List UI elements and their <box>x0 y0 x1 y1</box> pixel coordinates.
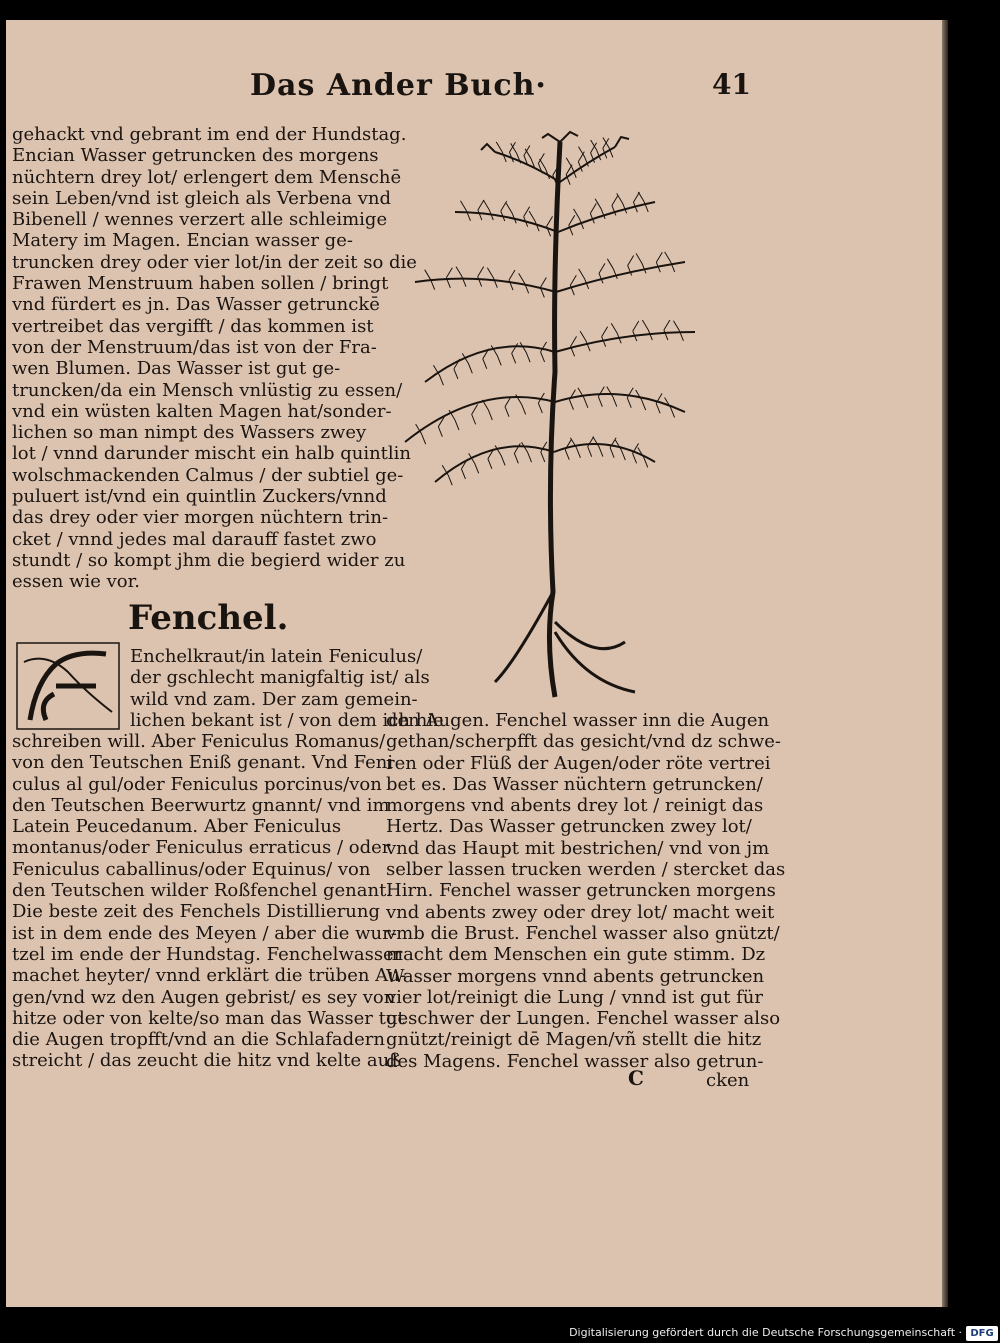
plant-stroke <box>495 152 560 182</box>
dfg-logo: DFG <box>966 1326 998 1341</box>
plant-stroke <box>487 268 497 288</box>
fennel-plant-woodcut <box>395 122 725 702</box>
right-column-text <box>386 710 786 1072</box>
text-line: den Teutschen wilder Roßfenchel genant. <box>12 880 393 902</box>
plant-stroke <box>541 442 547 462</box>
plant-stroke <box>435 446 554 482</box>
text-line: Encian Wasser getruncken des morgens <box>12 145 379 167</box>
text-line: das drey oder vier morgen nüchtern trin- <box>12 507 389 529</box>
text-line: essen wie vor. <box>12 571 140 593</box>
plant-stroke <box>460 201 470 221</box>
plant-stroke <box>542 132 578 142</box>
text-line: Enchelkraut/in latein Feniculus/ <box>130 646 423 667</box>
text-line: gethan/scherpfft das gesicht/vnd dz schwe- <box>386 731 781 753</box>
text-line: den Teutschen Beerwurtz gnannt/ vnd im <box>12 794 390 816</box>
text-line: gehackt vnd gebrant im end der Hundstag. <box>12 124 407 145</box>
plant-stroke <box>565 440 571 460</box>
text-line: gen/vnd wz den Augen gebrist/ es sey von <box>12 986 396 1008</box>
text-line: vmb die Brust. Fenchel wasser also gnützt/ <box>386 922 780 944</box>
text-line: lichen so man nimpt des Wassers zwey <box>12 422 367 444</box>
plant-stroke <box>538 393 544 413</box>
text-line: truncken drey oder vier lot/in der zeit so die <box>12 251 417 273</box>
text-line: lichen bekant ist / von dem ich hie <box>130 709 444 731</box>
plant-stroke <box>665 252 675 272</box>
text-line: truncken/da ein Mensch vnlüstig zu essen/ <box>12 379 403 401</box>
text-line: hitze oder von kelte/so man das Wasser tut <box>12 1007 405 1029</box>
plant-stroke <box>509 270 515 290</box>
plant-stroke <box>506 203 516 223</box>
signature-mark: C <box>628 1066 644 1090</box>
plant-stroke <box>478 200 484 220</box>
plant-stroke <box>524 207 530 227</box>
text-line: Wasser morgens vnnd abents getruncken <box>386 965 765 987</box>
text-line: lot / vnnd darunder mischt ein halb quintlin <box>12 443 412 465</box>
plant-stroke <box>415 279 556 292</box>
text-line: sein Leben/vnd ist gleich als Verbena vnd <box>12 187 391 209</box>
text-line: Hertz. Das Wasser getruncken zwey lot/ <box>386 816 752 838</box>
text-line: den Augen. Fenchel wasser inn die Augen <box>386 710 770 731</box>
text-line: macht dem Menschen ein gute stimm. Dz <box>386 944 766 966</box>
text-line: morgens vnd abents drey lot / reinigt das <box>386 795 764 817</box>
plant-stroke <box>446 268 452 288</box>
plant-stroke <box>607 387 617 407</box>
plant-stroke <box>495 592 635 692</box>
left-column-top-text <box>12 124 417 593</box>
text-line: des Magens. Fenchel wasser also getrun- <box>386 1050 764 1072</box>
plant-stroke <box>505 397 511 417</box>
plant-stroke <box>472 404 478 424</box>
plant-stroke <box>456 267 466 287</box>
decorated-initial <box>16 642 120 730</box>
plant-stroke <box>449 410 459 430</box>
plant-stroke <box>478 267 484 287</box>
text-line: vnd das Haupt mit bestrichen/ vnd von jm <box>386 837 770 859</box>
plant-stroke <box>593 437 603 457</box>
text-line: Die beste zeit des Fenchels Distillierung <box>12 901 381 923</box>
plant-stroke <box>578 147 588 167</box>
text-line: puluert ist/vnd ein quintlin Zuckers/vnnd <box>12 486 387 508</box>
plant-stroke <box>580 331 590 351</box>
plant-stroke <box>520 342 530 362</box>
text-line: culus al gul/oder Feniculus porcinus/von <box>12 773 382 795</box>
plant-stroke <box>569 390 575 410</box>
text-line: wild vnd zam. Der zam gemein- <box>130 688 418 710</box>
text-line: machet heyter/ vnnd erklärt die trüben Au- <box>12 965 406 987</box>
plant-stroke <box>588 437 594 457</box>
plant-stroke <box>673 321 683 341</box>
text-line: Bibenell / wennes verzert alle schleimige <box>12 209 388 231</box>
plant-stroke <box>627 388 633 408</box>
plant-stroke <box>522 442 532 462</box>
plant-stroke <box>656 252 662 272</box>
plant-stroke <box>570 438 580 458</box>
plant-stroke <box>579 269 589 289</box>
plant-stroke <box>598 387 604 407</box>
text-line: Hirn. Fenchel wasser getruncken morgens <box>386 880 776 902</box>
text-line: ren oder Flüß der Augen/oder röte vertrei <box>386 752 771 774</box>
plant-stroke <box>541 342 547 362</box>
text-line: die Augen tropfft/vnd an die Schlafadern <box>12 1029 385 1051</box>
text-line: gnützt/reinigt dē Magen/vñ stellt die hitz <box>386 1029 762 1051</box>
page-number: 41 <box>712 68 751 101</box>
plant-stroke <box>642 320 652 340</box>
text-line: vier lot/reinigt die Lung / vnnd ist gut für <box>386 986 763 1008</box>
catchword: cken <box>706 1070 750 1091</box>
plant-stroke <box>638 192 648 212</box>
text-line: vnd abents zwey oder drey lot/ macht weit <box>386 901 775 923</box>
text-line: wen Blumen. Das Wasser ist gut ge- <box>12 358 341 380</box>
text-line: tzel im ende der Hundstag. Fenchelwasser <box>12 943 403 965</box>
plant-stroke <box>482 400 492 420</box>
text-line: Latein Peucedanum. Aber Feniculus <box>12 816 342 838</box>
plant-stroke <box>483 200 493 220</box>
plant-stroke <box>425 346 555 382</box>
text-line: der gschlecht manigfaltig ist/ als <box>130 667 430 689</box>
text-line: streicht / das zeucht die hitz vnd kelte auß <box>12 1050 402 1072</box>
plant-stroke <box>555 332 695 352</box>
left-column-indented-text <box>130 646 444 731</box>
text-line: Matery im Magen. Encian wasser ge- <box>12 230 353 252</box>
plant-stroke <box>405 397 555 442</box>
text-line: vnd fürdert es jn. Das Wasser getrunckē <box>12 294 380 316</box>
text-line: bet es. Das Wasser nüchtern getruncken/ <box>386 773 763 795</box>
plant-stroke <box>602 327 608 347</box>
plant-stroke <box>501 201 507 221</box>
text-line: selber lassen trucken werden / stercket das <box>386 859 786 881</box>
text-line: von den Teutschen Eniß genant. Vnd Feni <box>12 752 394 774</box>
text-line: ist in dem ende des Meyen / aber die wur- <box>12 922 397 944</box>
plant-stroke <box>633 192 639 212</box>
text-line: montanus/oder Feniculus erraticus / oder <box>12 837 391 859</box>
section-heading: Fenchel. <box>128 598 289 638</box>
text-line: vertreibet das vergifft / das kommen ist <box>12 315 374 337</box>
initial-letter: F <box>68 694 75 705</box>
text-line: Feniculus caballinus/oder Equinus/ von <box>12 858 371 880</box>
plant-stroke <box>529 211 539 231</box>
text-line: vnd ein wüsten kalten Magen hat/sonder- <box>12 400 392 422</box>
text-line: Frawen Menstruum haben sollen / bringt <box>12 273 389 295</box>
digitization-credit: Digitalisierung gefördert durch die Deutsche Forschungsgemeinschaft · <box>569 1326 962 1339</box>
plant-stroke <box>615 440 625 460</box>
left-column-bottom-text <box>12 731 406 1072</box>
plant-stroke <box>547 216 553 236</box>
text-line: geschwer der Lungen. Fenchel wasser also <box>386 1008 781 1030</box>
page-edge <box>942 20 948 1307</box>
text-line: cket / vnnd jedes mal darauff fastet zwo <box>12 528 377 550</box>
plant-stroke <box>455 212 558 232</box>
text-line: stundt / so kompt jhm die begierd wider zu <box>12 549 406 571</box>
text-line: nüchtern drey lot/ erlengert dem Menschē <box>12 166 402 188</box>
plant-stroke <box>549 142 560 697</box>
text-line: von der Menstruum/das ist von der Fra- <box>12 336 377 358</box>
plant-stroke <box>664 320 670 340</box>
running-title: Das Ander Buch· <box>250 68 547 103</box>
plant-stroke <box>633 321 639 341</box>
plant-stroke <box>558 202 655 232</box>
plant-stroke <box>636 390 646 410</box>
plant-stroke <box>578 388 588 408</box>
plant-stroke <box>611 323 621 343</box>
text-line: wolschmackenden Calmus / der subtiel ge- <box>12 464 404 486</box>
text-line: schreiben will. Aber Feniculus Romanus/ <box>12 731 386 752</box>
plant-stroke <box>555 394 685 412</box>
